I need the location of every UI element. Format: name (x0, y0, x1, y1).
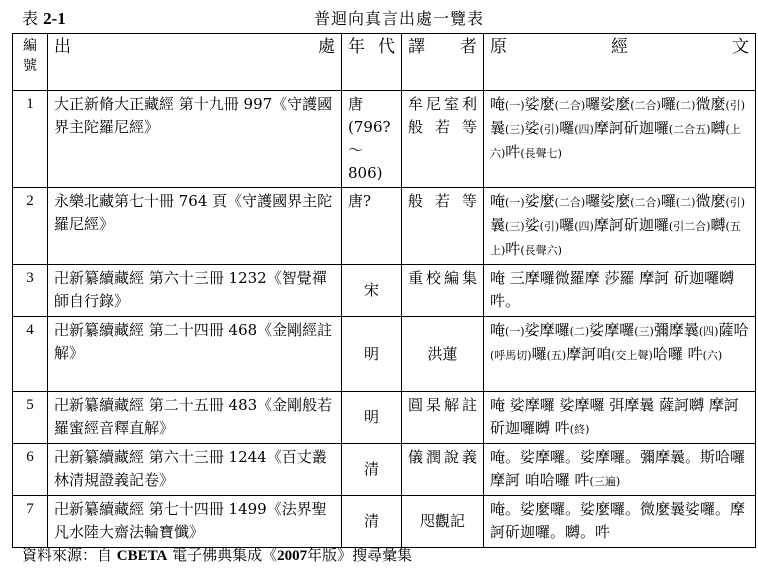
annotation: (一) (505, 196, 525, 209)
row-number: 2 (13, 188, 48, 265)
annotation: (四) (698, 325, 719, 338)
row-original-text (484, 392, 756, 444)
row-original-text (484, 444, 756, 496)
mantra-text: 娑麼 (524, 192, 555, 210)
row-translator: 重校編集 (402, 265, 484, 317)
mantra-text: 娑摩囉 (589, 321, 635, 339)
mantra-text: 娑 (524, 119, 540, 137)
row-source: 卍新纂續藏經 第六十三冊 1244《百丈叢林清規證義記卷》 (48, 444, 342, 496)
mantra-text: 薩哈 (718, 321, 749, 339)
annotation: (四) (574, 220, 594, 233)
mantra-text: 彌摩曩 (653, 321, 699, 339)
annotation: (二) (675, 196, 696, 209)
table-row (13, 91, 756, 188)
annotation: (引) (725, 196, 746, 209)
row-translator: 咫觀記 (402, 496, 484, 548)
annotation: (六) (702, 349, 723, 362)
header-original-text: 原 經 文 (484, 34, 756, 91)
mantra-text: 囉 (531, 345, 547, 363)
row-number: 5 (13, 392, 48, 444)
mantra-text: 囉 (660, 95, 676, 113)
mantra-text: 吽 (505, 240, 521, 258)
row-original-text (484, 91, 756, 188)
mantra-text: 摩訶斫迦囉 (593, 216, 669, 234)
mantra-text: 微麼 (695, 95, 726, 113)
row-original-text (484, 496, 756, 548)
annotation: (五) (546, 349, 567, 362)
annotation: (長聲七) (520, 147, 562, 160)
row-number: 3 (13, 265, 48, 317)
caption-label: 表 2-1 (22, 9, 66, 28)
row-translator: 儀潤說義 (402, 444, 484, 496)
row-original-text (484, 265, 756, 317)
mantra-text: 娑 (524, 216, 540, 234)
row-source: 卍新纂續藏經 第六十三冊 1232《智覺禪師自行錄》 (48, 265, 342, 317)
annotation: (長聲六) (520, 244, 562, 257)
mantra-text: 唵 (490, 95, 506, 113)
table-row (13, 444, 756, 496)
row-translator: 圓杲解註 (402, 392, 484, 444)
row-number: 1 (13, 91, 48, 188)
row-era: 唐? (342, 188, 402, 265)
table-row (13, 317, 756, 392)
row-source: 卍新纂續藏經 第二十四冊 468《金剛經註解》 (48, 317, 342, 392)
table-row (13, 188, 756, 265)
annotation: (一) (505, 99, 525, 112)
row-number: 6 (13, 444, 48, 496)
annotation: (三) (634, 325, 654, 338)
annotation: (引二合) (668, 220, 711, 233)
row-source: 卍新纂續藏經 第二十五冊 483《金剛般若羅蜜經音釋直解》 (48, 392, 342, 444)
row-era: 宋 (342, 265, 402, 317)
mantra-text: 囉娑麼 (585, 192, 631, 210)
annotation: (交上聲) (611, 349, 653, 362)
annotation: (終) (569, 423, 590, 436)
annotation: (二合) (630, 196, 661, 209)
table-row (13, 496, 756, 548)
row-era: 清 (342, 444, 402, 496)
mantra-text: 嚩 (710, 119, 726, 137)
mantra-text: 唵 三摩囉微羅摩 莎羅 摩訶 斫迦囉嚩 吽。 (490, 269, 735, 310)
annotation: (引) (539, 123, 560, 136)
mantra-text: 娑摩囉 (524, 321, 570, 339)
row-translator: 般若等 (402, 188, 484, 265)
annotation: (二) (675, 99, 696, 112)
mantra-text: 摩訶咱 (566, 345, 612, 363)
row-translator: 洪蓮 (402, 317, 484, 392)
row-era: 明 (342, 317, 402, 392)
mantra-text: 唵 娑摩囉 娑摩囉 弭摩曩 薩訶嚩 摩訶 斫迦囉嚩 吽 (490, 396, 739, 437)
annotation: (呼馬切) (490, 349, 532, 362)
annotation: (一) (505, 325, 525, 338)
mantra-text: 娑麼 (524, 95, 555, 113)
caption-title: 普迴向真言出處一覽表 (314, 9, 485, 28)
row-number: 7 (13, 496, 48, 548)
annotation: (三遍) (589, 475, 621, 488)
annotation: (上六) (490, 123, 741, 160)
mantra-text: 唵。娑摩囉。娑摩囉。彌摩曩。斯哈囉 摩訶 咱哈囉 吽 (490, 448, 746, 489)
row-era: 唐 (796? ～806) (342, 91, 402, 188)
annotation: (四) (574, 123, 594, 136)
mantra-text: 囉 (559, 216, 575, 234)
annotation: (二合) (554, 99, 586, 112)
mantra-text: 哈囉 吽 (652, 345, 703, 363)
row-source: 大正新脩大正藏經 第十九冊 997《守護國界主陀羅尼經》 (48, 91, 342, 188)
row-number: 4 (13, 317, 48, 392)
row-original-text (484, 188, 756, 265)
header-source: 出 處 (48, 34, 342, 91)
source-table (12, 33, 756, 548)
mantra-text: 摩訶斫迦囉 (593, 119, 669, 137)
mantra-text: 唵 (490, 321, 506, 339)
annotation: (引) (539, 220, 560, 233)
mantra-text: 囉 (660, 192, 676, 210)
row-translator: 牟尼室利 般若等 (402, 91, 484, 188)
annotation: (二) (569, 325, 590, 338)
mantra-text: 囉娑麼 (585, 95, 631, 113)
mantra-text: 嚩 (710, 216, 726, 234)
row-era: 清 (342, 496, 402, 548)
header-row (13, 34, 756, 91)
annotation: (三) (505, 220, 525, 233)
mantra-text: 曩 (490, 216, 506, 234)
annotation: (二合五) (668, 123, 711, 136)
row-era: 明 (342, 392, 402, 444)
annotation: (二合) (554, 196, 586, 209)
header-era: 年 代 (342, 34, 402, 91)
row-source: 卍新纂續藏經 第七十四冊 1499《法界聖凡水陸大齋法輪寶懺》 (48, 496, 342, 548)
annotation: (二合) (630, 99, 661, 112)
row-source: 永樂北藏第七十冊 764 頁《守護國界主陀羅尼經》 (48, 188, 342, 265)
mantra-text: 囉 (559, 119, 575, 137)
row-original-text (484, 317, 756, 392)
annotation: (引) (725, 99, 746, 112)
mantra-text: 曩 (490, 119, 506, 137)
mantra-text: 吽 (505, 143, 521, 161)
annotation: (三) (505, 123, 525, 136)
header-translator: 譯 者 (402, 34, 484, 91)
mantra-text: 唵。娑麼囉。娑麼囉。微麼曩娑囉。摩訶斫迦囉。嚩。吽 (490, 500, 746, 541)
mantra-text: 唵 (490, 192, 506, 210)
mantra-text: 微麼 (695, 192, 726, 210)
table-row (13, 392, 756, 444)
table-caption (0, 6, 758, 28)
header-number: 編 號 (13, 34, 48, 91)
annotation: (五上) (490, 220, 741, 257)
table-row (13, 265, 756, 317)
source-note: 資料來源：自 CBETA 電子佛典集成《2007年版》搜尋彙集 (22, 546, 413, 564)
